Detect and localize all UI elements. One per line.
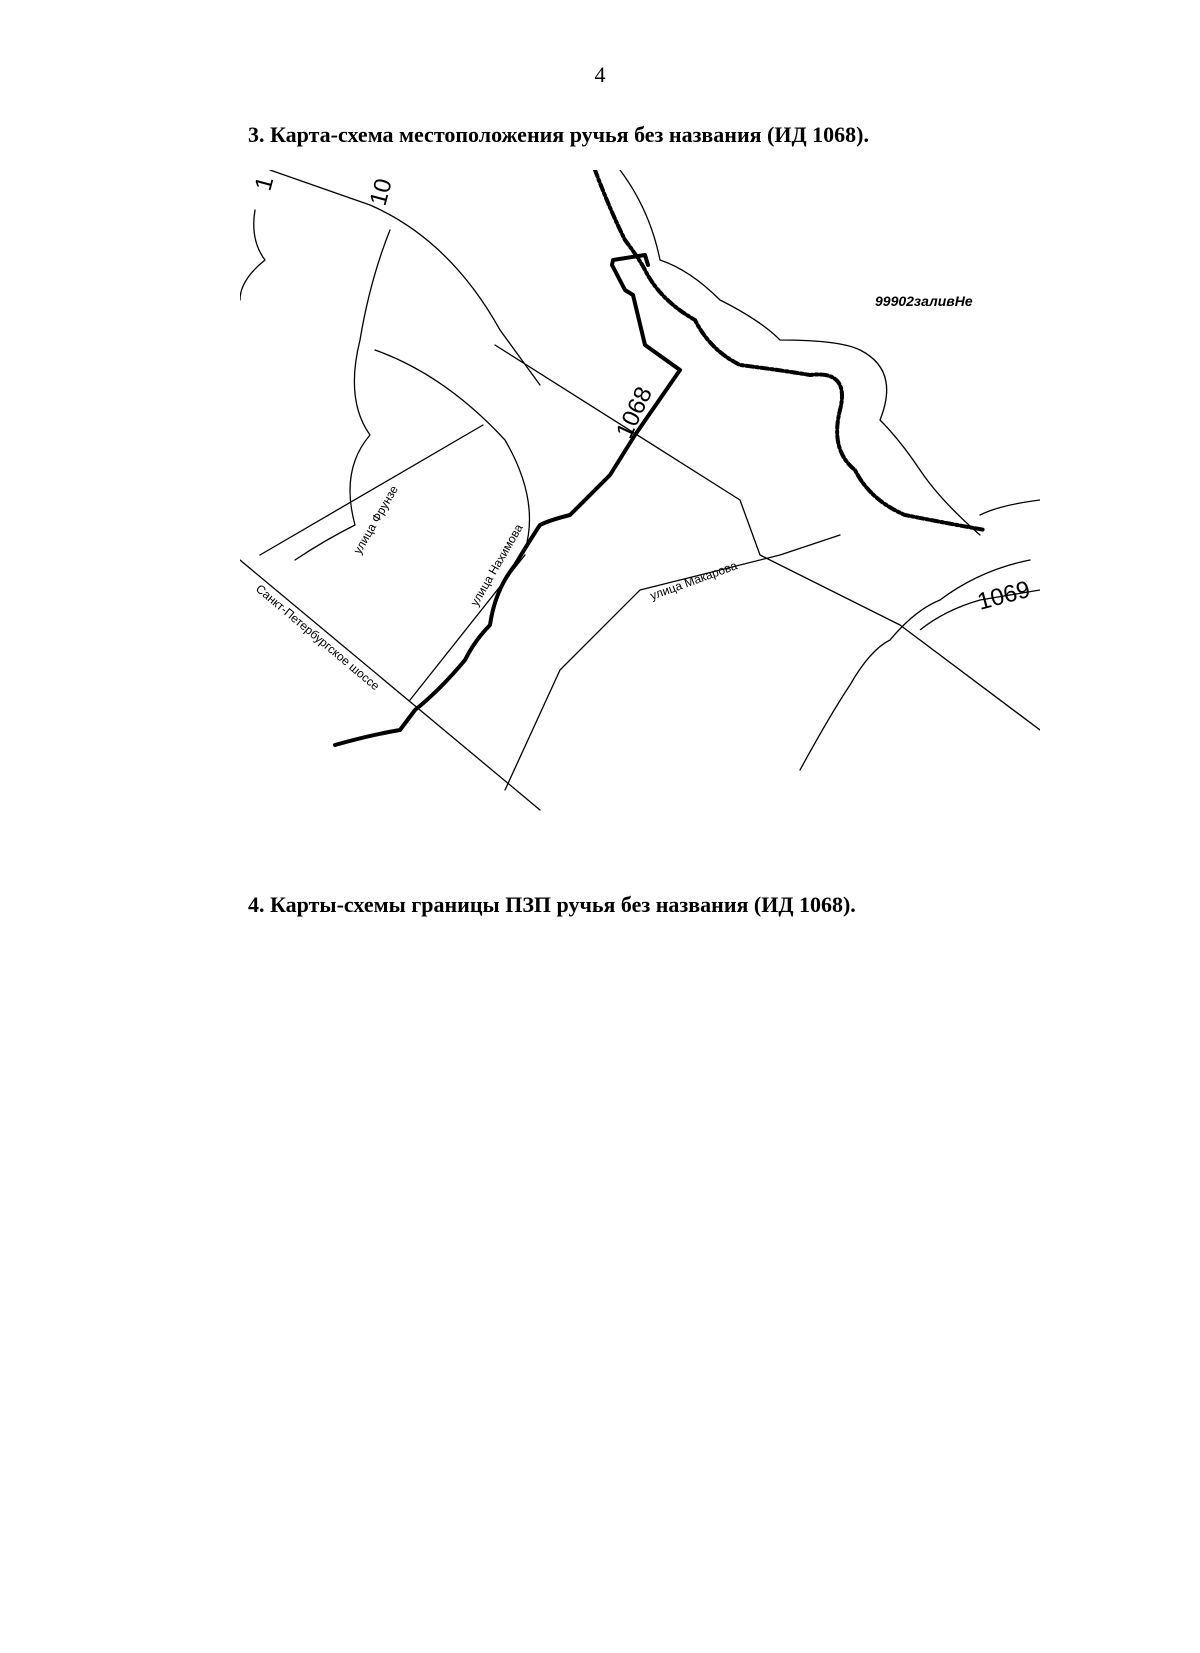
top-left-fragment-label: 1 (249, 173, 280, 194)
street-frunze-label: улица Фрунзе (350, 483, 401, 557)
shore-right-upper (620, 170, 980, 535)
shore-right-tail (980, 500, 1040, 515)
street-makarova-line (505, 535, 840, 790)
top-fragment-label: 10 (364, 175, 398, 209)
section-3-heading: 3. Карта-схема местоположения ручья без названия (ИД 1068). (248, 122, 869, 147)
highway-label: Санкт-Петербургское шоссе (253, 581, 383, 694)
location-map (240, 170, 1040, 845)
stream-1069-label: 1069 (974, 575, 1034, 616)
street-makarova-label: улица Макарова (648, 558, 740, 603)
section-4-heading: 4. Карты-схемы границы ПЗП ручья без названия (ИД 1068). (248, 892, 856, 917)
stream-1068-label: 1068 (610, 382, 659, 443)
gulf-label: 99902заливНе (875, 293, 973, 309)
shore-left (240, 210, 265, 300)
road-main-diagonal (495, 345, 1040, 730)
boundary-line-top (270, 170, 540, 385)
page-number: 4 (594, 62, 606, 87)
street-nakhimova-label: улица Нахимова (467, 521, 526, 609)
road-upper-curve (375, 350, 530, 550)
